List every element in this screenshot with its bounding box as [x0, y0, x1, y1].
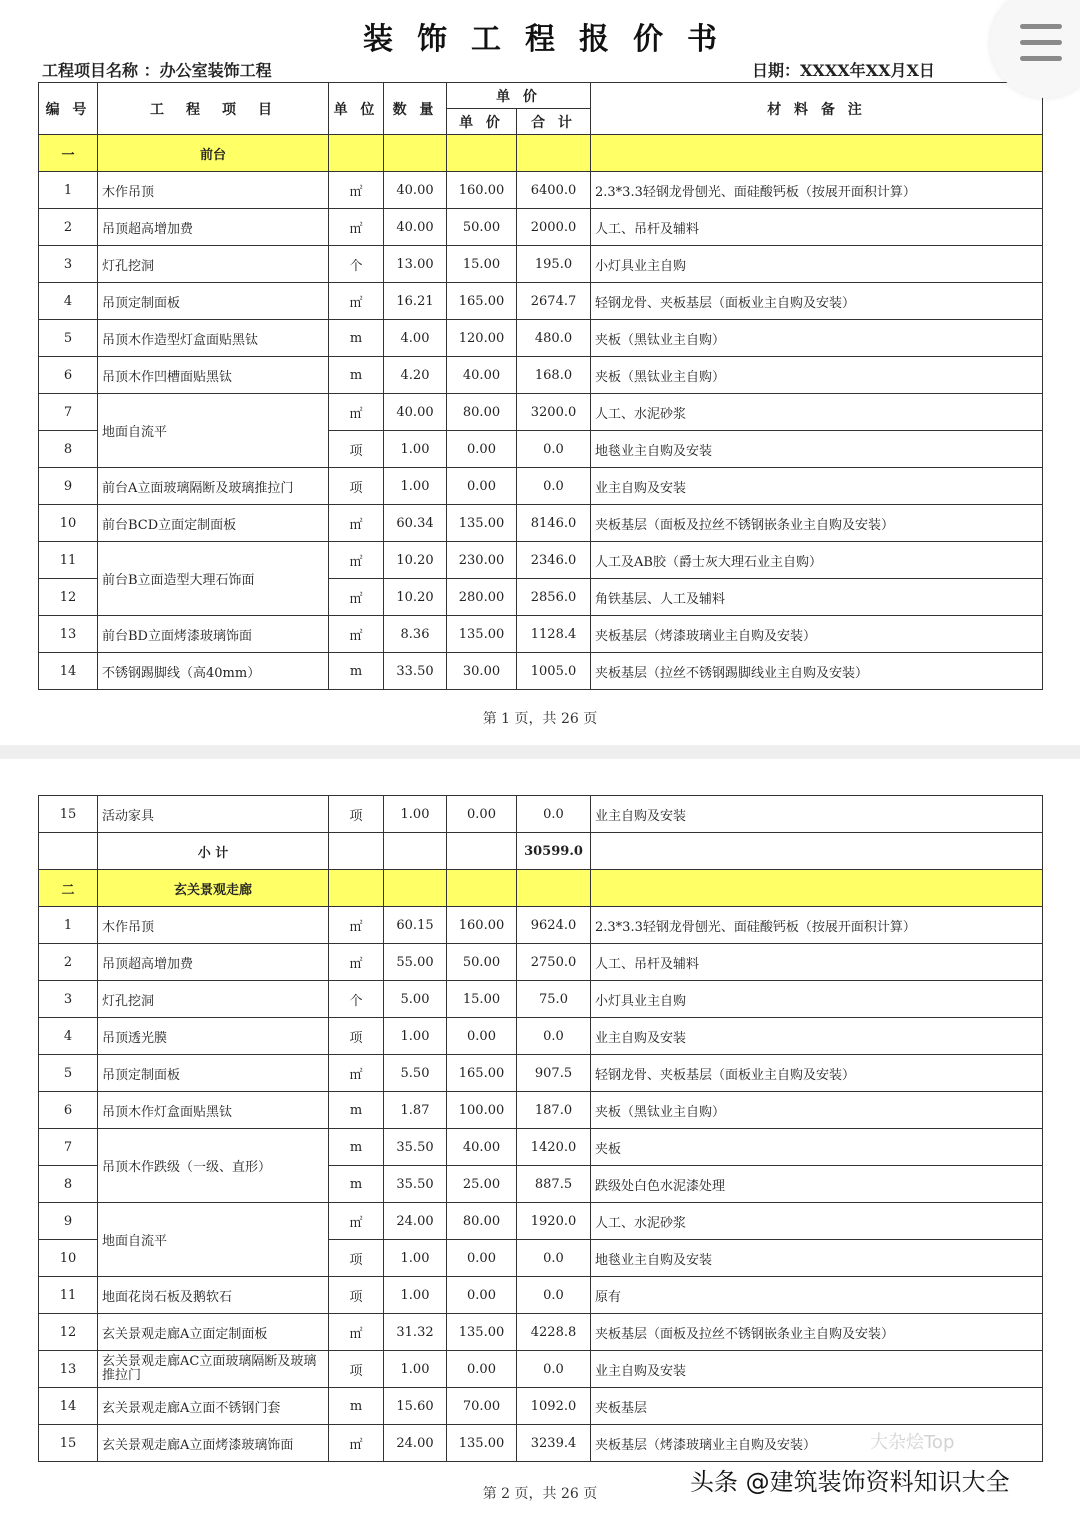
cell-no: 13 — [39, 616, 98, 653]
cell-price: 0.00 — [447, 1277, 517, 1314]
page-separator — [0, 745, 1080, 759]
cell-remark: 夹板 — [591, 1129, 1043, 1166]
cell-total: 0.0 — [517, 431, 591, 468]
cell-price: 0.00 — [447, 1351, 517, 1388]
cell-price: 135.00 — [447, 505, 517, 542]
cell-remark: 业主自购及安装 — [591, 796, 1043, 833]
cell-price: 0.00 — [447, 1240, 517, 1277]
cell-total: 2750.0 — [517, 944, 591, 981]
cell-unit: ㎡ — [329, 944, 384, 981]
section-no: 一 — [39, 135, 98, 172]
cell-qty: 16.21 — [384, 283, 447, 320]
cell-price: 0.00 — [447, 1018, 517, 1055]
cell-item: 玄关景观走廊AC立面玻璃隔断及玻璃推拉门 — [98, 1351, 329, 1388]
cell-unit: m — [329, 320, 384, 357]
cell-item: 地面自流平 — [98, 1203, 329, 1277]
cell-price: 50.00 — [447, 209, 517, 246]
cell-item: 吊顶木作跌级（一级、直形） — [98, 1129, 329, 1203]
cell-qty: 31.32 — [384, 1314, 447, 1351]
cell-item: 吊顶定制面板 — [98, 1055, 329, 1092]
table-row — [39, 1092, 1043, 1129]
cell-price: 165.00 — [447, 283, 517, 320]
cell-unit: ㎡ — [329, 579, 384, 616]
cell-remark: 人工、水泥砂浆 — [591, 394, 1043, 431]
menu-icon — [1020, 24, 1062, 29]
cell-no: 14 — [39, 1388, 98, 1425]
date-label: 日期：XXXX年XX月X日 — [752, 61, 935, 80]
cell-item: 木作吊顶 — [98, 172, 329, 209]
table-row — [39, 246, 1043, 283]
header-remark: 材 料 备 注 — [591, 83, 1043, 135]
cell-qty: 8.36 — [384, 616, 447, 653]
cell-total: 887.5 — [517, 1166, 591, 1203]
cell-remark: 地毯业主自购及安装 — [591, 1240, 1043, 1277]
cell-total: 0.0 — [517, 1277, 591, 1314]
cell-price: 70.00 — [447, 1388, 517, 1425]
table-row — [39, 209, 1043, 246]
cell-total: 168.0 — [517, 357, 591, 394]
cell-no: 10 — [39, 505, 98, 542]
cell-qty: 5.50 — [384, 1055, 447, 1092]
cell-qty: 1.87 — [384, 1092, 447, 1129]
cell-price: 30.00 — [447, 653, 517, 690]
cell-total: 1092.0 — [517, 1388, 591, 1425]
cell-unit: 项 — [329, 468, 384, 505]
cell-unit: ㎡ — [329, 907, 384, 944]
cell-qty: 13.00 — [384, 246, 447, 283]
cell-no: 6 — [39, 1092, 98, 1129]
cell-total: 2346.0 — [517, 542, 591, 579]
cell-unit: m — [329, 1129, 384, 1166]
cell-total: 2674.7 — [517, 283, 591, 320]
page-footer: 第 2 页，共 26 页 — [482, 1486, 598, 1502]
cell-no: 7 — [39, 1129, 98, 1166]
cell-total: 8146.0 — [517, 505, 591, 542]
cell-qty: 60.15 — [384, 907, 447, 944]
cell-price: 135.00 — [447, 616, 517, 653]
table-row — [39, 320, 1043, 357]
cell-remark: 业主自购及安装 — [591, 1351, 1043, 1388]
cell-total: 1128.4 — [517, 616, 591, 653]
cell-no: 10 — [39, 1240, 98, 1277]
table-row — [39, 394, 1043, 431]
cell-qty: 55.00 — [384, 944, 447, 981]
cell-qty: 33.50 — [384, 653, 447, 690]
cell-item: 前台A立面玻璃隔断及玻璃推拉门 — [98, 468, 329, 505]
page-1 — [0, 0, 1080, 745]
cell-item: 吊顶木作凹槽面贴黑钛 — [98, 357, 329, 394]
cell-remark: 小灯具业主自购 — [591, 246, 1043, 283]
table-row — [39, 1351, 1043, 1388]
cell-price: 165.00 — [447, 1055, 517, 1092]
cell-price: 25.00 — [447, 1166, 517, 1203]
cell-price: 120.00 — [447, 320, 517, 357]
cell-no: 13 — [39, 1351, 98, 1388]
cell-total: 0.0 — [517, 1351, 591, 1388]
table-row — [39, 1388, 1043, 1425]
cell-qty: 35.50 — [384, 1129, 447, 1166]
cell-no: 15 — [39, 1425, 98, 1462]
cell-qty: 1.00 — [384, 1240, 447, 1277]
cell-qty: 35.50 — [384, 1166, 447, 1203]
cell-item: 木作吊顶 — [98, 907, 329, 944]
source-watermark: 头条 @建筑装饰资料知识大全 — [690, 1468, 1010, 1496]
cell-no: 11 — [39, 542, 98, 579]
project-name-label: 工程项目名称 ：办公室装饰工程 — [42, 61, 272, 80]
cell-unit: ㎡ — [329, 1055, 384, 1092]
table-row — [39, 796, 1043, 833]
cell-no: 2 — [39, 944, 98, 981]
table-row — [39, 283, 1043, 320]
cell-remark: 地毯业主自购及安装 — [591, 431, 1043, 468]
cell-remark: 小灯具业主自购 — [591, 981, 1043, 1018]
table-row — [39, 981, 1043, 1018]
cell-total: 187.0 — [517, 1092, 591, 1129]
cell-unit: m — [329, 1092, 384, 1129]
cell-remark: 2.3*3.3轻钢龙骨刨光、面硅酸钙板（按展开面积计算） — [591, 907, 1043, 944]
table-row — [39, 505, 1043, 542]
cell-item: 灯孔挖洞 — [98, 246, 329, 283]
cell-total: 0.0 — [517, 1018, 591, 1055]
table-row — [39, 1055, 1043, 1092]
cell-price: 160.00 — [447, 907, 517, 944]
cell-unit: ㎡ — [329, 505, 384, 542]
cell-remark: 夹板基层（烤漆玻璃业主自购及安装） — [591, 1425, 1043, 1462]
cell-unit: ㎡ — [329, 209, 384, 246]
cell-qty: 4.20 — [384, 357, 447, 394]
cell-no: 11 — [39, 1277, 98, 1314]
cell-price: 0.00 — [447, 431, 517, 468]
header-unit-price: 单 价 — [447, 109, 517, 135]
section-name: 玄关景观走廊 — [98, 870, 329, 907]
cell-price: 230.00 — [447, 542, 517, 579]
cell-total: 195.0 — [517, 246, 591, 283]
cell-remark: 业主自购及安装 — [591, 1018, 1043, 1055]
table-row — [39, 1203, 1043, 1240]
section-row — [39, 135, 1043, 172]
cell-no: 8 — [39, 1166, 98, 1203]
cell-price: 160.00 — [447, 172, 517, 209]
cell-no: 15 — [39, 796, 98, 833]
cell-remark: 夹板基层（烤漆玻璃业主自购及安装） — [591, 616, 1043, 653]
table-row — [39, 616, 1043, 653]
cell-qty: 1.00 — [384, 431, 447, 468]
cell-total: 1920.0 — [517, 1203, 591, 1240]
cell-price: 100.00 — [447, 1092, 517, 1129]
cell-no: 1 — [39, 907, 98, 944]
subtotal-value: 30599.0 — [517, 833, 591, 870]
header-no: 编 号 — [39, 83, 98, 135]
cell-remark: 人工、水泥砂浆 — [591, 1203, 1043, 1240]
quote-table-page-2 — [38, 795, 1043, 1462]
cell-qty: 5.00 — [384, 981, 447, 1018]
section-row — [39, 870, 1043, 907]
cell-price: 40.00 — [447, 357, 517, 394]
cell-remark: 夹板基层（面板及拉丝不锈钢嵌条业主自购及安装） — [591, 505, 1043, 542]
cell-no: 5 — [39, 1055, 98, 1092]
header-qty: 数 量 — [384, 83, 447, 135]
cell-no: 12 — [39, 579, 98, 616]
cell-qty: 40.00 — [384, 172, 447, 209]
cell-remark: 人工、吊杆及辅料 — [591, 944, 1043, 981]
cell-no: 8 — [39, 431, 98, 468]
table-row — [39, 468, 1043, 505]
cell-total: 907.5 — [517, 1055, 591, 1092]
page-2 — [0, 759, 1080, 1520]
quote-table-page-1 — [38, 82, 1043, 690]
cell-price: 280.00 — [447, 579, 517, 616]
cell-total: 2856.0 — [517, 579, 591, 616]
cell-remark: 轻钢龙骨、夹板基层（面板业主自购及安装） — [591, 283, 1043, 320]
header-price-group: 单 价 — [447, 83, 591, 109]
cell-total: 9624.0 — [517, 907, 591, 944]
cell-qty: 15.60 — [384, 1388, 447, 1425]
cell-no: 12 — [39, 1314, 98, 1351]
cell-unit: 项 — [329, 431, 384, 468]
cell-qty: 60.34 — [384, 505, 447, 542]
cell-price: 80.00 — [447, 394, 517, 431]
cell-qty: 4.00 — [384, 320, 447, 357]
subtotal-row — [39, 833, 1043, 870]
section-name: 前台 — [98, 135, 329, 172]
cell-unit: 项 — [329, 1018, 384, 1055]
cell-item: 活动家具 — [98, 796, 329, 833]
cell-remark: 人工及AB胶（爵士灰大理石业主自购） — [591, 542, 1043, 579]
cell-price: 0.00 — [447, 468, 517, 505]
cell-qty: 1.00 — [384, 1277, 447, 1314]
cell-item: 玄关景观走廊A立面定制面板 — [98, 1314, 329, 1351]
table-row — [39, 1277, 1043, 1314]
cell-price: 135.00 — [447, 1425, 517, 1462]
cell-unit: 项 — [329, 1240, 384, 1277]
cell-qty: 10.20 — [384, 542, 447, 579]
cell-remark: 角铁基层、人工及辅料 — [591, 579, 1043, 616]
cell-item: 吊顶木作灯盒面贴黑钛 — [98, 1092, 329, 1129]
cell-unit: m — [329, 357, 384, 394]
cell-item: 玄关景观走廊A立面不锈钢门套 — [98, 1388, 329, 1425]
cell-total: 1420.0 — [517, 1129, 591, 1166]
cell-qty: 10.20 — [384, 579, 447, 616]
cell-item: 前台BD立面烤漆玻璃饰面 — [98, 616, 329, 653]
subtotal-label: 小 计 — [98, 833, 329, 870]
page-footer: 第 1 页，共 26 页 — [482, 711, 598, 727]
cell-remark: 原有 — [591, 1277, 1043, 1314]
cell-remark: 夹板基层（拉丝不锈钢踢脚线业主自购及安装） — [591, 653, 1043, 690]
cell-item: 灯孔挖洞 — [98, 981, 329, 1018]
cell-remark: 夹板基层 — [591, 1388, 1043, 1425]
cell-price: 50.00 — [447, 944, 517, 981]
cell-item: 地面花岗石板及鹅软石 — [98, 1277, 329, 1314]
cell-remark: 跌级处白色水泥漆处理 — [591, 1166, 1043, 1203]
cell-unit: ㎡ — [329, 1203, 384, 1240]
cell-price: 15.00 — [447, 981, 517, 1018]
header-total: 合 计 — [517, 109, 591, 135]
cell-item: 地面自流平 — [98, 394, 329, 468]
table-row — [39, 1129, 1043, 1166]
cell-total: 0.0 — [517, 468, 591, 505]
cell-no: 9 — [39, 468, 98, 505]
cell-total: 3200.0 — [517, 394, 591, 431]
cell-unit: ㎡ — [329, 172, 384, 209]
cell-unit: 项 — [329, 796, 384, 833]
cell-no: 3 — [39, 981, 98, 1018]
cell-total: 0.0 — [517, 796, 591, 833]
cell-price: 135.00 — [447, 1314, 517, 1351]
table-row — [39, 653, 1043, 690]
document-title: 装饰工程报价书 — [363, 22, 741, 57]
cell-unit: m — [329, 653, 384, 690]
cell-no: 3 — [39, 246, 98, 283]
cell-remark: 夹板（黑钛业主自购） — [591, 1092, 1043, 1129]
cell-no: 1 — [39, 172, 98, 209]
cell-no: 7 — [39, 394, 98, 431]
cell-qty: 24.00 — [384, 1425, 447, 1462]
section-no: 二 — [39, 870, 98, 907]
cell-total: 1005.0 — [517, 653, 591, 690]
cell-item: 前台BCD立面定制面板 — [98, 505, 329, 542]
cell-qty: 1.00 — [384, 796, 447, 833]
cell-unit: ㎡ — [329, 283, 384, 320]
cell-total: 3239.4 — [517, 1425, 591, 1462]
cell-unit: ㎡ — [329, 542, 384, 579]
cell-unit: ㎡ — [329, 616, 384, 653]
cell-no: 4 — [39, 1018, 98, 1055]
cell-qty: 1.00 — [384, 1351, 447, 1388]
cell-total: 6400.0 — [517, 172, 591, 209]
cell-remark: 轻钢龙骨、夹板基层（面板业主自购及安装） — [591, 1055, 1043, 1092]
cell-remark: 夹板（黑钛业主自购） — [591, 357, 1043, 394]
cell-remark: 夹板（黑钛业主自购） — [591, 320, 1043, 357]
cell-item: 前台B立面造型大理石饰面 — [98, 542, 329, 616]
cell-price: 40.00 — [447, 1129, 517, 1166]
cell-item: 吊顶超高增加费 — [98, 209, 329, 246]
cell-qty: 24.00 — [384, 1203, 447, 1240]
cell-remark: 人工、吊杆及辅料 — [591, 209, 1043, 246]
cell-total: 4228.8 — [517, 1314, 591, 1351]
cell-qty: 40.00 — [384, 394, 447, 431]
cell-no: 14 — [39, 653, 98, 690]
cell-item: 不锈钢踢脚线（高40mm） — [98, 653, 329, 690]
table-row — [39, 542, 1043, 579]
cell-total: 2000.0 — [517, 209, 591, 246]
cell-unit: 项 — [329, 1351, 384, 1388]
cell-no: 5 — [39, 320, 98, 357]
faint-watermark: 大杂烩Top — [870, 1432, 955, 1453]
cell-no: 9 — [39, 1203, 98, 1240]
cell-unit: ㎡ — [329, 1425, 384, 1462]
cell-price: 0.00 — [447, 796, 517, 833]
cell-remark: 夹板基层（面板及拉丝不锈钢嵌条业主自购及安装） — [591, 1314, 1043, 1351]
cell-no: 4 — [39, 283, 98, 320]
cell-unit: 项 — [329, 1277, 384, 1314]
cell-unit: 个 — [329, 981, 384, 1018]
cell-item: 玄关景观走廊A立面烤漆玻璃饰面 — [98, 1425, 329, 1462]
cell-unit: ㎡ — [329, 394, 384, 431]
cell-qty: 40.00 — [384, 209, 447, 246]
cell-qty: 1.00 — [384, 468, 447, 505]
cell-qty: 1.00 — [384, 1018, 447, 1055]
cell-total: 0.0 — [517, 1240, 591, 1277]
cell-price: 15.00 — [447, 246, 517, 283]
table-row — [39, 357, 1043, 394]
cell-unit: ㎡ — [329, 1314, 384, 1351]
table-row — [39, 1314, 1043, 1351]
cell-unit: m — [329, 1166, 384, 1203]
cell-item: 吊顶超高增加费 — [98, 944, 329, 981]
cell-remark: 2.3*3.3轻钢龙骨刨光、面硅酸钙板（按展开面积计算） — [591, 172, 1043, 209]
cell-remark: 业主自购及安装 — [591, 468, 1043, 505]
cell-total: 480.0 — [517, 320, 591, 357]
cell-unit: 个 — [329, 246, 384, 283]
cell-unit: m — [329, 1388, 384, 1425]
cell-no: 2 — [39, 209, 98, 246]
table-row — [39, 907, 1043, 944]
table-row — [39, 1018, 1043, 1055]
cell-price: 80.00 — [447, 1203, 517, 1240]
cell-item: 吊顶定制面板 — [98, 283, 329, 320]
header-unit: 单 位 — [329, 83, 384, 135]
table-row — [39, 172, 1043, 209]
header-item: 工 程 项 目 — [98, 83, 329, 135]
table-row — [39, 944, 1043, 981]
cell-no: 6 — [39, 357, 98, 394]
cell-item: 吊顶木作造型灯盒面贴黑钛 — [98, 320, 329, 357]
cell-item: 吊顶透光膜 — [98, 1018, 329, 1055]
cell-total: 75.0 — [517, 981, 591, 1018]
